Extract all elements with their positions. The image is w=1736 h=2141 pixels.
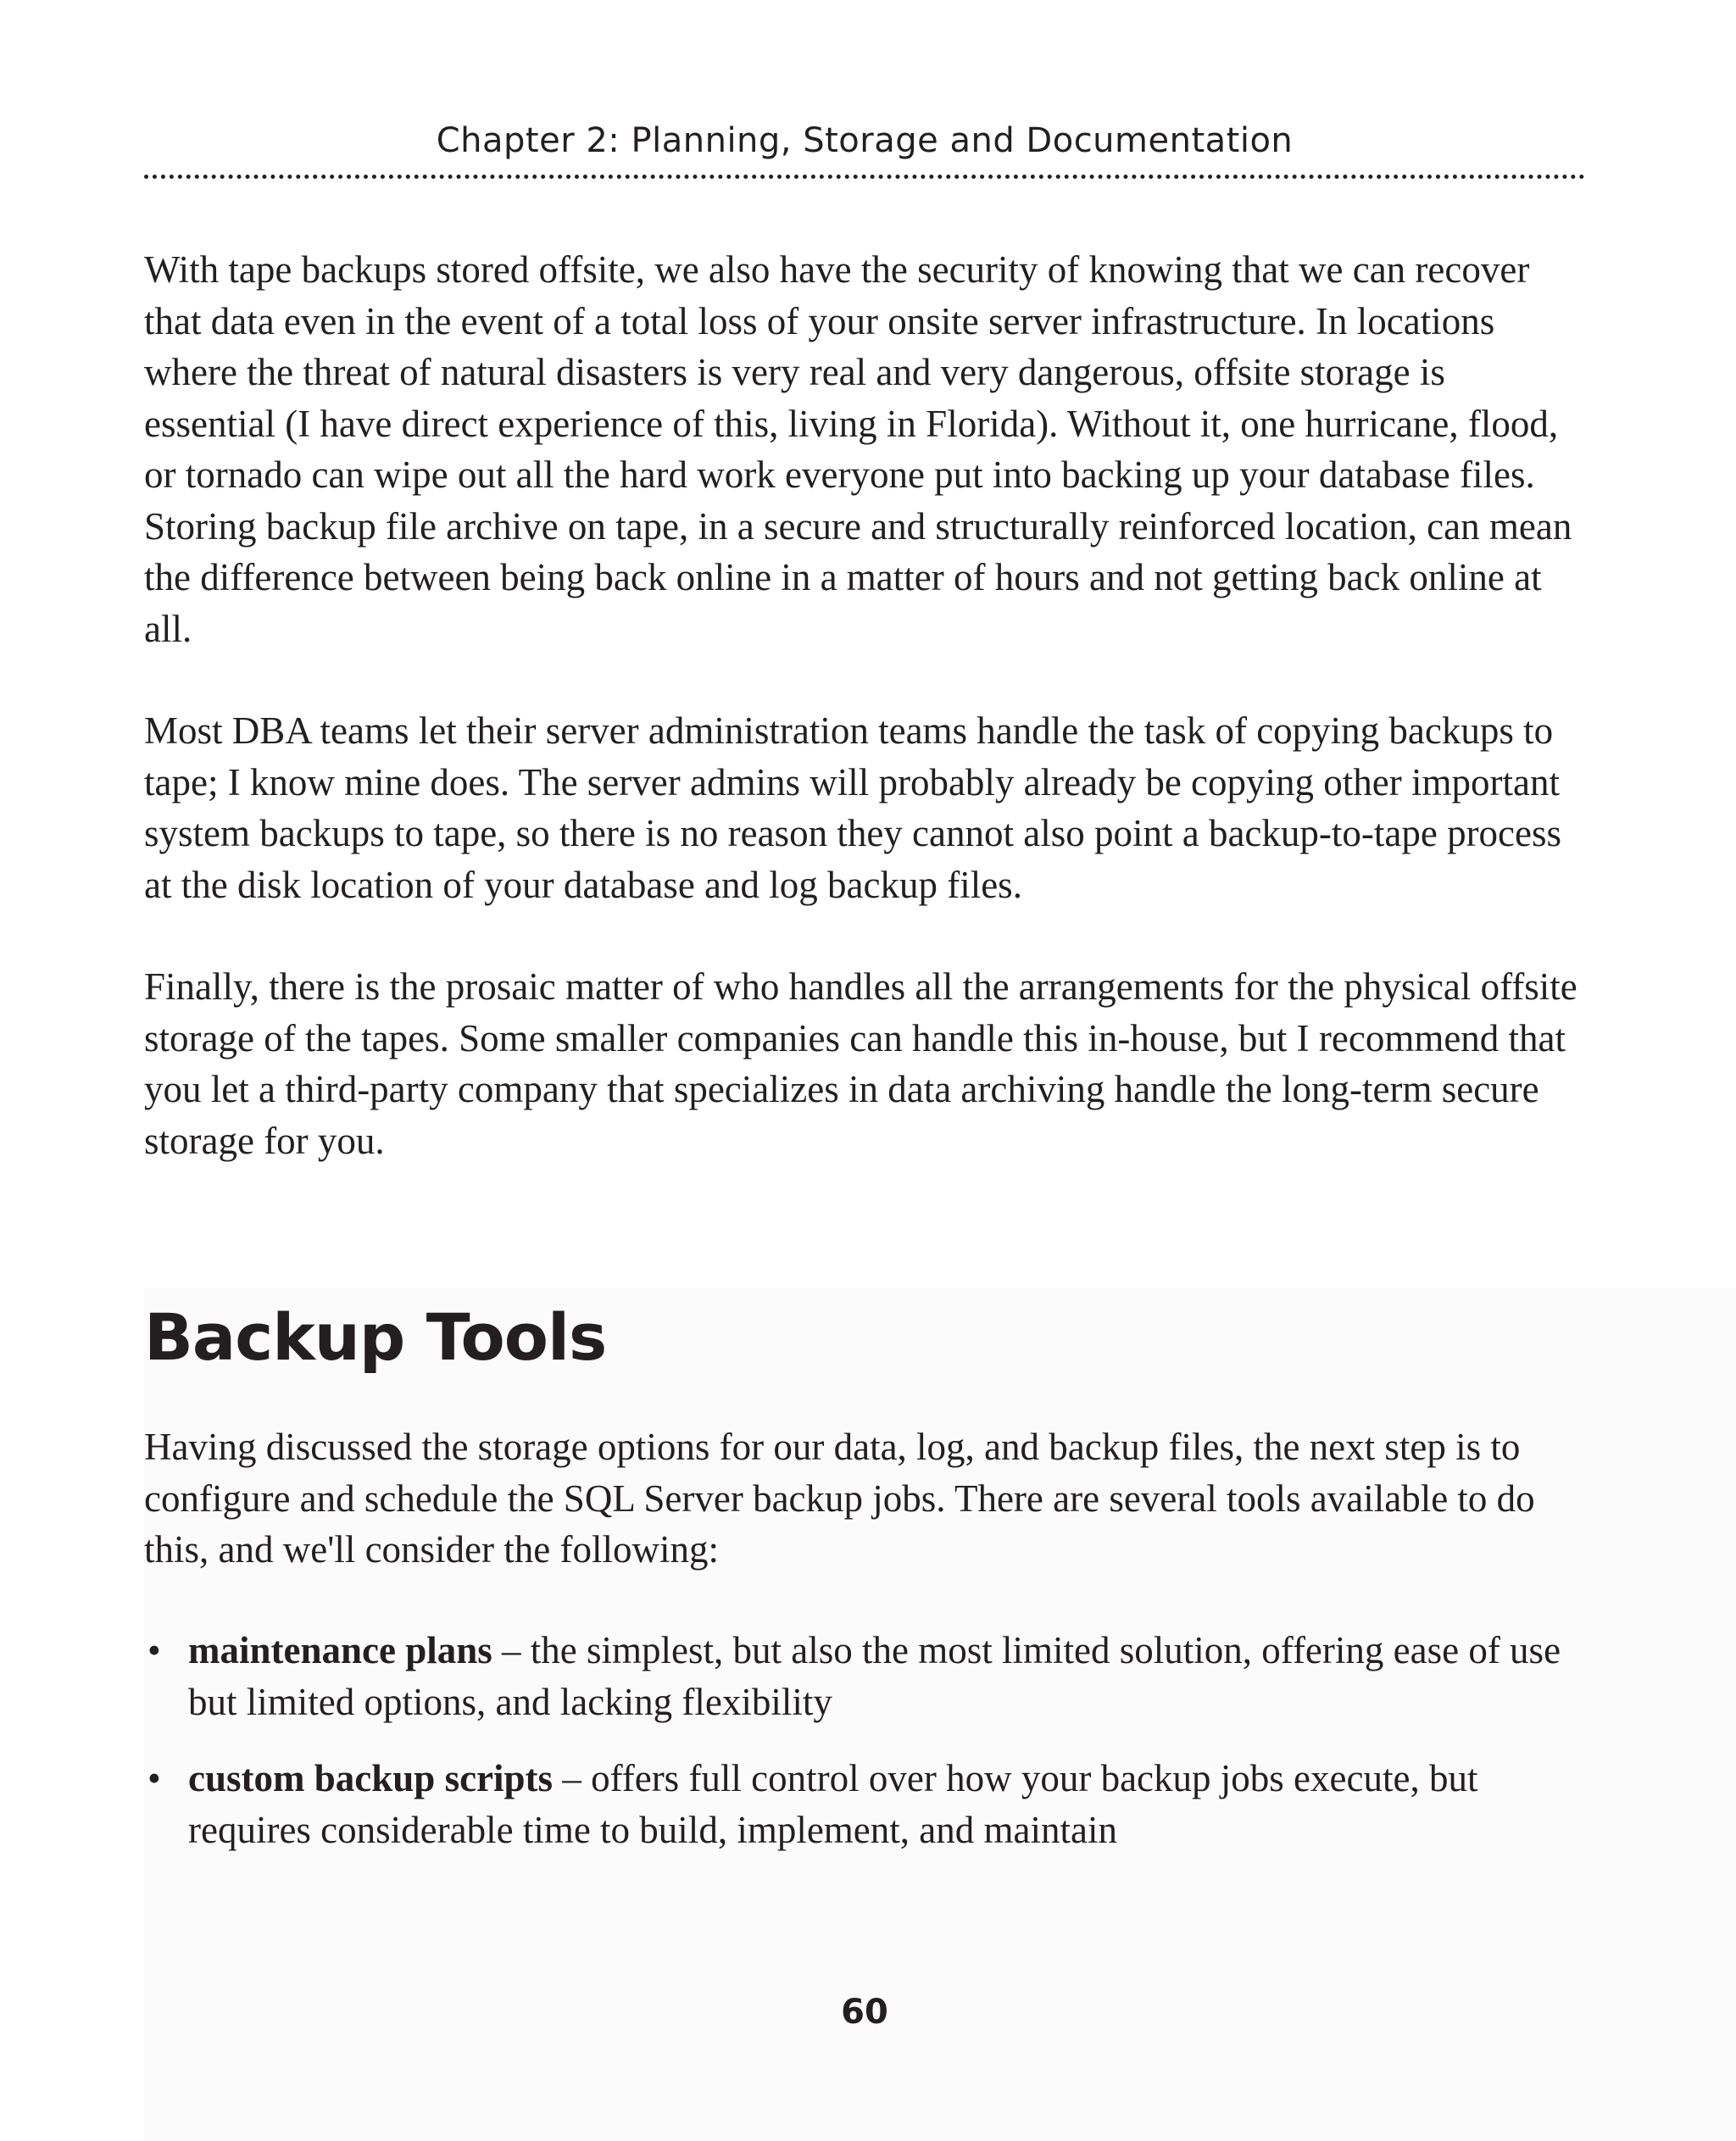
list-item-term: custom backup scripts	[188, 1757, 554, 1799]
list-item-description: – the simplest, but also the most limited solution, offering ease of use but limited options, and lacking flexibility	[188, 1629, 1561, 1723]
section-intro-paragraph: Having discussed the storage options for our data, log, and backup files, the next step is to configure and schedule the SQL Server backup jobs. There are several tools available to do this, and we'll consider the following:	[144, 1426, 1535, 1571]
section-heading: Backup Tools	[144, 1299, 607, 1375]
running-header: Chapter 2: Planning, Storage and Documentation	[436, 121, 1294, 160]
list-item-description: – offers full control over how your backup jobs execute, but requires considerable time to build, implement, and maintain	[188, 1757, 1478, 1851]
list-item	[144, 1753, 1585, 1855]
bullet-icon: •	[147, 1629, 161, 1671]
page-number: 60	[841, 1993, 888, 2032]
paragraph-server-admins: Most DBA teams let their server administration teams handle the task of copying backups to tape; I know mine does. The server admins will probably already be copying other important system backups to tape, so there is no reason they cannot also point a backup-to-tape process at the disk location of your database and log backup files.	[144, 709, 1562, 906]
paragraph-third-party-storage: Finally, there is the prosaic matter of who handles all the arrangements for the physical offsite storage of the tapes. Some smaller companies can handle this in-house, but I recommend that you let a third-party company that specializes in data archiving handle the long-term secure storage for you.	[144, 965, 1577, 1162]
list-item	[144, 1625, 1585, 1727]
backup-tools-list	[144, 1625, 1585, 1881]
header-dotted-rule	[144, 175, 1585, 179]
list-item-term: maintenance plans	[188, 1629, 492, 1671]
bullet-icon: •	[147, 1757, 161, 1799]
paragraph-offsite-storage: With tape backups stored offsite, we also have the security of knowing that we can recover that data even in the event of a total loss of your onsite server infrastructure. In locations where the threat of natural disasters is very real and very dangerous, offsite storage is essential (I have direct experience of this, living in Florida). Without it, one hurricane, flood, or tornado can wipe out all the hard work everyone put into backing up your database files. Storing backup file archive on tape, in a secure and structurally reinforced location, can mean the difference between being back online in a matter of hours and not getting back online at all.	[144, 248, 1572, 650]
